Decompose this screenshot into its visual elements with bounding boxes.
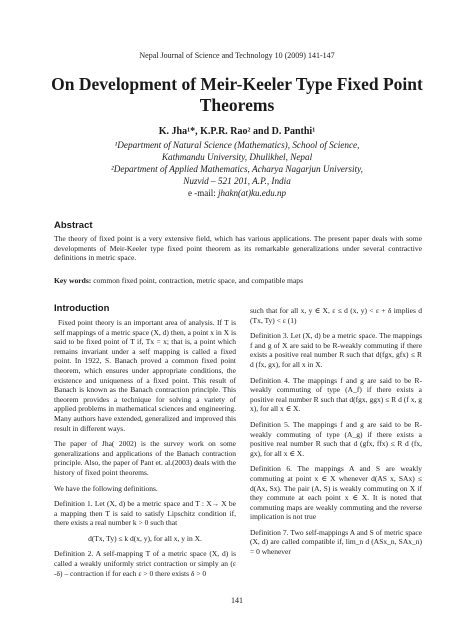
affiliation-1-line-1: ¹Department of Natural Science (Mathematics), School of Science, bbox=[114, 140, 360, 150]
affiliation-2-line-1: ²Department of Applied Mathematics, Acharya Nagarjun University, bbox=[111, 164, 363, 174]
keywords-line bbox=[54, 276, 422, 286]
intro-paragraph-1: Fixed point theory is an important area of analysis. If T is self mappings of a metric space (X, d) then, a point x in X is said to be fixed point of T if, Tx = x; that is, a point which remains invariant under a self mapping is called a fixed point. In 1922, S. Banach proved a common fixed point theorem, which ensures under appropriate conditions, the existence and uniqueness of a fixed point. This result of Banach is known as the Banach contraction principle. This theorem provides a technique for solving a variety of applied problems in mathematical sciences and engineering. Many authors have extended, generalized and improved this result in different ways. bbox=[54, 318, 236, 433]
abstract-heading: Abstract bbox=[54, 220, 93, 231]
abstract-text: The theory of fixed point is a very extensive field, which has various applications. The present paper deals with some developments of Meir-Keeler type fixed point theorem as its remarkable generalizations under several contractive definitions in metric space. bbox=[54, 234, 422, 263]
definition-3: Definition 3. Let (X, d) be a metric space. The mappings f and g of X are said to be R-weakly commuting if there exists a positive real number R such that d(fgx, gfx) ≤ R d (fx, gx), for all x in X. bbox=[250, 331, 422, 369]
condition-1: such that for all x, y ∈ X, ε ≤ d (x, y) < ε + δ implies d (Tx, Ty) < ε (1) bbox=[250, 306, 422, 325]
definition-7: Definition 7. Two self-mappings A and S of metric space (X, d) are called compatible if, lim_n d (ASx_n, SAx_n) = 0 whenever bbox=[250, 527, 422, 557]
intro-paragraph-2: The paper of Jha( 2002) is the survey work on some generalizations and applications of the Banach contraction principle. Also, the paper of Pant et. al.(2003) deals with the history of fixed point theorems. bbox=[54, 439, 236, 477]
email-address: jhakn(at)ku.edu.np bbox=[218, 188, 286, 198]
definition-5: Definition 5. The mappings f and g are said to be R-weakly commuting of type (A_g) if there exists a positive real number R such that d (gfx, ffx) ≤ R d (fx, gx), for all x ∈ X. bbox=[250, 419, 422, 458]
introduction-heading: Introduction bbox=[54, 303, 110, 314]
definition-2: Definition 2. A self-mapping T of a metric space (X, d) is called a weakly uniformly strict contraction or simply an (ε -δ) – contraction if for each ε > 0 there exists δ > 0 bbox=[54, 549, 236, 578]
page-number: 141 bbox=[231, 596, 243, 605]
email-label: e -mail: bbox=[188, 188, 218, 198]
keywords-text: common fixed point, contraction, metric space, and compatible maps bbox=[91, 276, 304, 285]
definition-6: Definition 6. The mappings A and S are weakly commuting at point x ∈ X whenever d(AS x, SAx) ≤ d(Ax, Sx). The pair (A, S) is weakly commuting on X if they commute at each point x ∈ X. It is noted that commuting maps are weakly commuting and the reverse implication is not true bbox=[250, 464, 422, 522]
journal-header: Nepal Journal of Science and Technology 10 (2009) 141-147 bbox=[139, 51, 335, 60]
author-list: K. Jha¹*, K.P.R. Rao² and D. Panthi¹ bbox=[158, 126, 316, 137]
affiliation-2-line-2: Nuzvid – 521 201, A.P., India bbox=[183, 176, 291, 186]
email-line bbox=[0, 188, 474, 198]
keywords-label: Key words: bbox=[54, 276, 92, 285]
right-column bbox=[250, 306, 422, 563]
intro-paragraph-3: We have the following definitions. bbox=[54, 483, 158, 493]
affiliation-1-line-2: Kathmandu University, Dhulikhel, Nepal bbox=[161, 152, 313, 162]
paper-title: On Development of Meir-Keeler Type Fixed Point Theorems bbox=[51, 74, 423, 115]
left-column bbox=[54, 318, 236, 584]
definition-4: Definition 4. The mappings f and g are said to be R-weakly commuting of type (A_f) if there exists a positive real number R such that d(fgx, ggx) ≤ R d (f x, g x), for all x ∈ X. bbox=[250, 375, 422, 414]
definition-1: Definition 1. Let (X, d) be a metric space and T : X→ X be a mapping then T is said to satisfy Lipschitz condition if, there exists a real number k > 0 such that bbox=[54, 499, 236, 528]
definition-1-equation: d(Tx, Ty) ≤ k d(x, y), for all x, y in X. bbox=[88, 533, 202, 543]
